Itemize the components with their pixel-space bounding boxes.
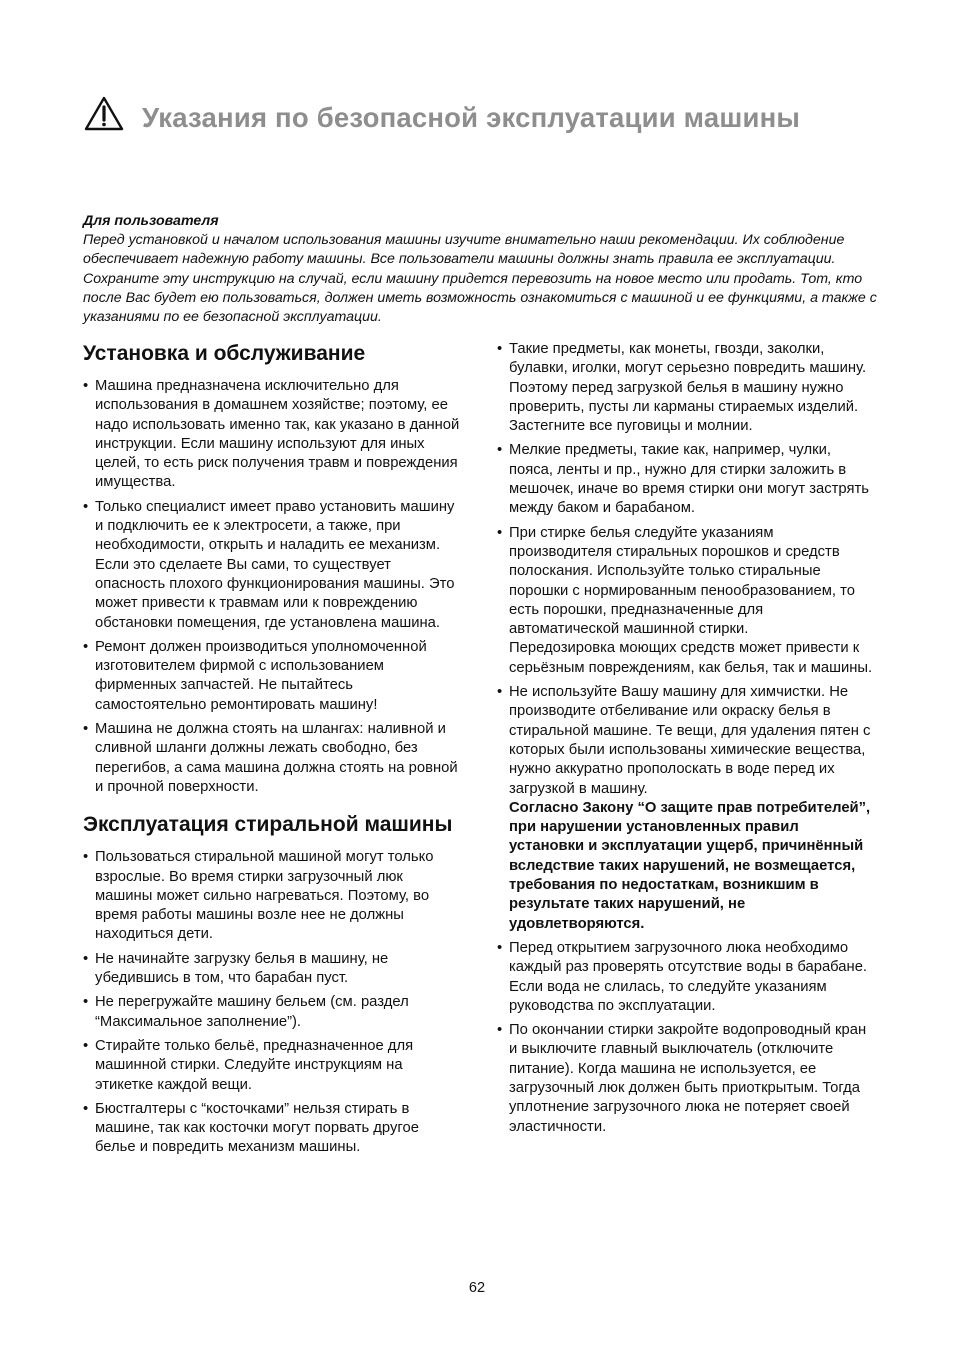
page-header	[84, 94, 904, 144]
bullet-icon: •	[83, 1037, 89, 1054]
bullet-icon: •	[83, 378, 89, 394]
bullet-icon: •	[83, 1100, 89, 1117]
installation-list	[83, 377, 461, 797]
bullet-icon: •	[83, 994, 89, 1011]
bullet-icon: •	[497, 341, 503, 357]
bullet-icon: •	[83, 498, 89, 515]
list-item: • Мелкие предметы, такие как, например, чулки, пояса, ленты и пр., нужно для стирки заложить в мешочек, иначе во время стирки они могут застрять между баком и барабаном.	[497, 442, 869, 517]
bullet-icon: •	[497, 939, 503, 956]
list-item: • При стирке белья следуйте указаниям производителя стиральных порошков и средств полоскания. Используйте только стиральные порошки с нормированным пенообразованием, то есть порошки, предназначенные для автоматической машинной стирки. Передозировка моющих средств может привести к серьёзным повреждениям, как белья, так и машины.	[497, 524, 873, 676]
page-title: Указания по безопасной эксплуатации машины	[142, 102, 801, 133]
list-item: • Ремонт должен производиться уполномоченной изготовителем фирмой с использованием фирменных запчастей. Не пытайтесь самостоятельно ремонтировать машину!	[83, 638, 427, 713]
list-item: • Такие предметы, как монеты, гвозди, заколки, булавки, иголки, могут серьезно повредить машину. Поэтому перед загрузкой белья в машину нужно проверить, пусты ли карманы стираемых изделий. Застегните все пуговицы и молнии.	[497, 341, 867, 435]
page-number: 62	[468, 1280, 486, 1296]
bullet-icon: •	[83, 638, 89, 655]
list-item: • Пользоваться стиральной машиной могут только взрослые. Во время стирки загрузочный люк машины может сильно нагреваться. Поэтому, во время работы машины возле нее не должны находиться дети.	[83, 849, 434, 943]
bullet-icon: •	[83, 721, 89, 738]
list-item: • Машина предназначена исключительно для использования в домашнем хозяйстве; поэтому, ее надо использовать именно так, как указано в данной инструкции. Если машину используют для иных целей, то есть риск получения травм и повреждения имущества.	[83, 378, 460, 491]
list-item: • Бюстгалтеры с “косточками” нельзя стирать в машине, так как косточки могут порвать другое белье и повредить механизм машины.	[83, 1100, 419, 1156]
list-item: • Машина не должна стоять на шлангах: наливной и сливной шланги должны лежать свободно, без перегибов, а сама машина должна стоять на ровной и прочной поверхности.	[83, 721, 458, 795]
bullet-icon: •	[497, 524, 503, 541]
left-column	[83, 340, 461, 1163]
section-heading-installation: Установка и обслуживание	[83, 342, 366, 365]
intro-heading: Для пользователя	[83, 213, 219, 229]
warning-triangle-icon	[84, 96, 124, 132]
intro-block	[83, 212, 883, 327]
right-column	[497, 340, 877, 1142]
list-item: • Только специалист имеет право установить машину и подключить ее к электросети, а также, при необходимости, открыть и наладить ее механизм. Если это сделаете Вы сами, то существует опасность плохого функционирования машины. Это может привести к травмам или к повреждению обстановки помещения, где установлена машина.	[83, 498, 455, 631]
list-item: • Не используйте Вашу машину для химчистки. Не производите отбеливание или окраску белья в стиральной машине. Те вещи, для удаления пятен с которых были использованы химические вещества, нужно аккуратно прополоскать в воде перед их загрузкой в машину. Согласно Закону “О защите прав потребителей”, при нарушении установленных правил установки и эксплуатации ущерб, причинённый вследствие таких нарушений, не возмещается, требования по недостаткам, возникшим в результате таких нарушений, не удовлетворяются.	[497, 683, 877, 934]
list-item: • Стирайте только бельё, предназначенное для машинной стирки. Следуйте инструкциям на этикетке каждой вещи.	[83, 1037, 414, 1093]
list-item: • Не начинайте загрузку белья в машину, не убедившись в том, что барабан пуст.	[83, 950, 389, 987]
bullet-icon: •	[497, 1022, 503, 1039]
bullet-icon: •	[497, 442, 503, 459]
bullet-icon: •	[83, 849, 89, 866]
list-item: • Перед открытием загрузочного люка необходимо каждый раз проверять отсутствие воды в барабане. Если вода не слилась, то следуйте указаниям руководства по эксплуатации.	[497, 939, 868, 1014]
section-heading-operation: Эксплуатация стиральной машины	[83, 813, 453, 837]
operation-list-continued	[497, 340, 877, 1137]
intro-text: Перед установкой и началом использования машины изучите внимательно наши рекомендации. Их соблюдение обеспечивает надежную работу машины. Все пользователи машины должны знать правила ее эксплуатации. Сохраните эту инструкцию на случай, если машину придется перевозить на новое место или продать. Тот, кто после Вас будет ею пользоваться, должен иметь возможность ознакомиться с машиной и ее функциями, а также с указаниями по ее безопасной эксплуатации.	[83, 232, 877, 326]
operation-list	[83, 848, 461, 1157]
consumer-law-note: Согласно Закону “О защите прав потребителей”, при нарушении установленных правил установки и эксплуатации ущерб, причинённый вследствие таких нарушений, не возмещается, требования по недостаткам, возникшим в результате таких нарушений, не удовлетворяются.	[509, 799, 871, 932]
list-item: • Не перегружайте машину бельем (см. раздел “Максимальное заполнение”).	[83, 994, 409, 1030]
list-item: • По окончании стирки закройте водопроводный кран и выключите главный выключатель (отключите питание). Когда машина не используется, ее загрузочный люк должен быть приоткрытым. Тогда уплотнение загрузочного люка не потеряет своей эластичности.	[497, 1022, 867, 1135]
bullet-icon: •	[83, 950, 89, 967]
bullet-icon: •	[497, 684, 503, 701]
